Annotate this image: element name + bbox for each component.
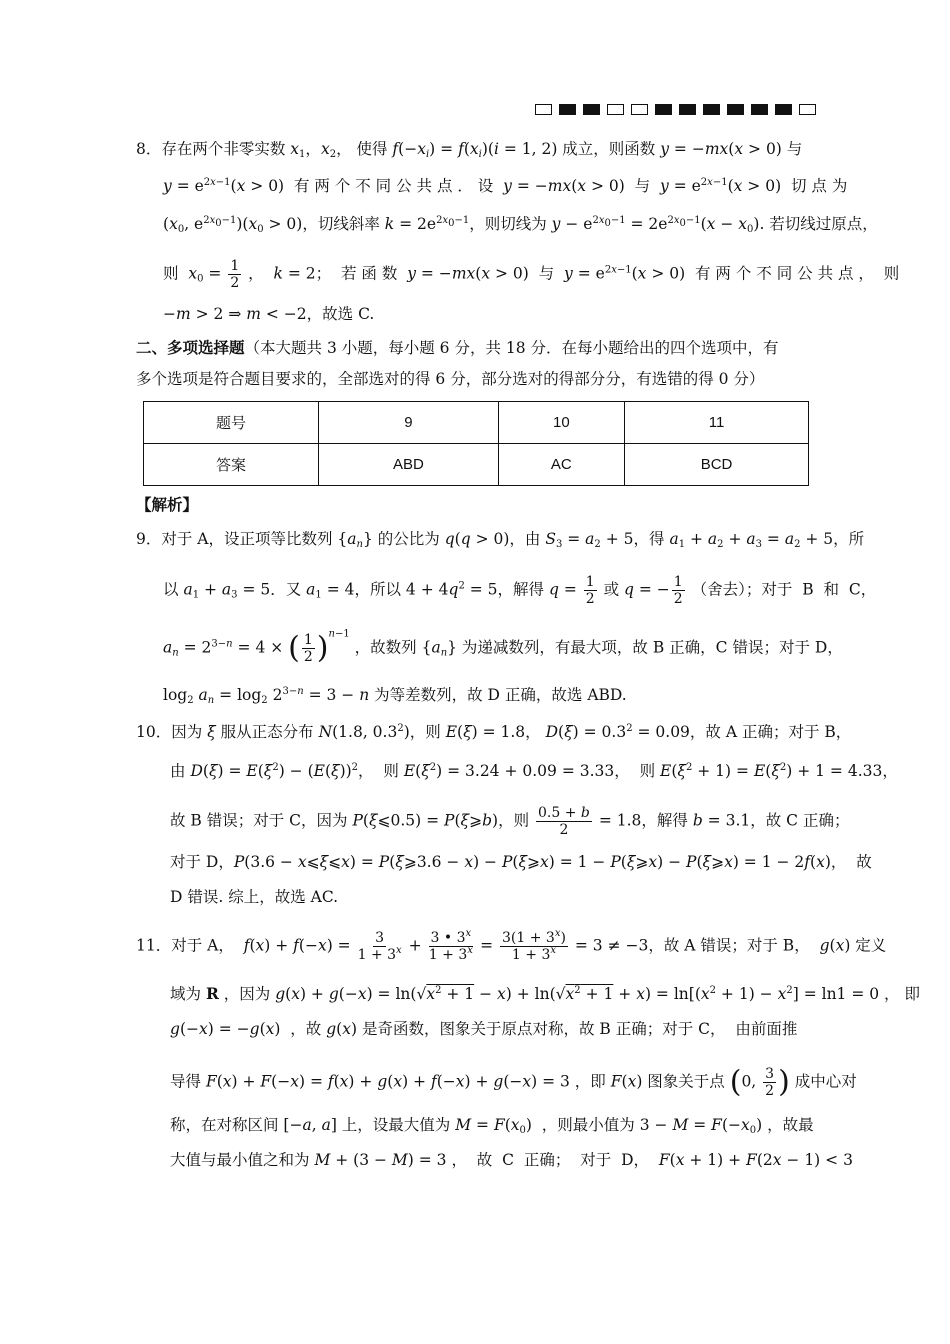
marker-box — [751, 104, 768, 115]
marker-box — [775, 104, 792, 115]
table-cell: 答案 — [144, 444, 319, 486]
marker-box — [583, 104, 600, 115]
marker-box — [679, 104, 696, 115]
q11-line-6: 大值与最小值之和为 M + (3 − M) = 3 ， 故 C 正确； 对于 D， F(x + 1) + F(2x − 1) < 3 — [170, 1151, 853, 1169]
marker-box — [655, 104, 672, 115]
table-cell: AC — [498, 444, 624, 486]
q9-line-4: $\log_2 a_n = \log_2 2^{3-n} = 3 - n$ 为等差数列，故 D 正确，故选 ABD. — [163, 686, 627, 706]
table-cell: 10 — [498, 402, 624, 444]
q11-line-4: 导得 F(x) + F(−x) = f(x) + g(x) + f(−x) + g(−x) = 3 ，即 F(x) 图象关于点 (0, $\frac{3}{2}$ ) 成中心对 — [170, 1064, 857, 1100]
marker-box — [559, 104, 576, 115]
marker-box — [799, 104, 816, 115]
q8-line-3: ($x_0$, $e^{2x_0-1})(x_0 > 0)$，切线斜率 $k = 2e^{2x_0-1}$，则切线为 $y - e^{2x_0-1} = 2e^{2x_0-1}(x - x_0)$. 若切线过原点， — [163, 215, 878, 235]
answer-table — [143, 401, 809, 486]
header-marker-boxes — [535, 104, 816, 115]
q9-line-3: $a_n = 2^{3-n} = 4$ × ( $\frac{1}{2}$ )$^{n-1}$ ，故数列 $\{a_n\}$ 为递减数列，有最大项，故 B 正确，C 错误；对于 D， — [163, 628, 843, 666]
analysis-label: 【解析】 — [136, 496, 199, 514]
marker-box — [631, 104, 648, 115]
table-row — [144, 444, 809, 486]
section-2-title: 二、多项选择题 — [136, 339, 245, 357]
q11-line-3: g(−x) = −g(x) ，故 g(x) 是奇函数，图象关于原点对称，故 B 正确；对于 C， 由前面推 — [170, 1020, 798, 1038]
table-cell: 9 — [319, 402, 499, 444]
q8-line-1: 8．存在两个非零实数 $x_1$，$x_2$， 使得 $f(-x_i) = f(x_i)(i = 1$, 2) 成立，则函数 y = −mx(x > 0) 与 — [136, 140, 803, 160]
marker-box — [727, 104, 744, 115]
q11-line-5: 称，在对称区间 [−a, a] 上，设最大值为 $M = F(x_0)$ ，则最小值为 $3 - M = F(-x_0)$ ，故最 — [170, 1116, 814, 1136]
q9-line-1: 9．对于 A，设正项等比数列 $\{a_n\}$ 的公比为 q(q > 0)，由 $S_3 = a_2 + 5$，得 $a_1 + a_2 + a_3 = a_2 + 5$，所 — [136, 530, 865, 550]
q11-line-1: 11．对于 A， f(x) + f(−x) = $\frac{3}{1 + 3^x}$ + $\frac{3 • 3^x}{1 + 3^x}$ = $\frac{3(1 + 3^x)}{1 + 3^x}$ = 3 ≠ −3，故 A 错误；对于 B， g(x) 定义 — [136, 928, 887, 963]
q8-line-5: −m > 2 ⇒ m < −2，故选 C. — [163, 305, 375, 323]
q8-line-2: $y = e^{2x-1}(x > 0)$ 有 两 个 不 同 公 共 点 ． 设 y = −mx(x > 0) 与 $y = e^{2x-1}(x > 0)$ 切 点 为 — [163, 177, 848, 195]
table-cell: ABD — [319, 444, 499, 486]
q10-line-2: 由 $D(\xi) = E(\xi^2) - (E(\xi))^2$， 则 $E(\xi^2) = 3.24 + 0.09 = 3.33$， 则 $E(\xi^2 + 1) = E(\xi^2) + 1 = 4.33$， — [170, 762, 898, 780]
table-cell: BCD — [625, 444, 809, 486]
q8-line-4: 则 $x_0$ = $\frac{1}{2}$ ， k = 2； 若 函 数 y = −mx(x > 0) 与 $y = e^{2x-1}(x > 0)$ 有 两 个 不 同 公 共 点 ， 则 — [163, 258, 900, 291]
marker-box — [607, 104, 624, 115]
q10-line-4: 对于 D，P(3.6 − x⩽ξ⩽x) = P(ξ⩾3.6 − x) − P(ξ⩾x) = 1 − P(ξ⩾x) − P(ξ⩾x) = 1 − 2f(x)， 故 — [170, 853, 872, 871]
q10-line-3: 故 B 错误；对于 C，因为 P(ξ⩽0.5) = P(ξ⩾b)，则 $\frac{0.5 + b}{2}$ = 1.8，解得 b = 3.1，故 C 正确； — [170, 805, 850, 838]
marker-box — [703, 104, 720, 115]
q10-line-5: D 错误. 综上，故选 AC. — [170, 888, 339, 906]
table-row — [144, 402, 809, 444]
table-cell: 11 — [625, 402, 809, 444]
section-2-desc-1: （本大题共 3 小题，每小题 6 分，共 18 分．在每小题给出的四个选项中，有 — [244, 339, 779, 357]
section-2-desc-2: 多个选项是符合题目要求的，全部选对的得 6 分，部分选对的得部分分，有选错的得 0 分） — [136, 370, 765, 388]
q9-line-2: 以 $a_1 + a_3 = 5$．又 $a_1 = 4$，所以 $4 + 4q^2 = 5$，解得 q = $\frac{1}{2}$ 或 q = − $\frac{1}{2}$ （舍去）；对于 B 和 C， — [163, 574, 877, 607]
marker-box — [535, 104, 552, 115]
q10-line-1: 10．因为 ξ 服从正态分布 N(1.8, $0.3^2$)，则 E(ξ) = 1.8， $D(\xi) = 0.3^2 = 0.09$，故 A 正确；对于 B， — [136, 723, 852, 741]
q11-line-2: 域为 R ，因为 $g(x) + g(-x) = \ln(√x^2 + 1 - x) + \ln(√x^2 + 1 + x) = \ln[(x^2 + 1) - x^2] = \ln 1 = 0$ ， 即 — [170, 984, 920, 1003]
section-2-heading — [136, 337, 779, 359]
table-cell: 题号 — [144, 402, 319, 444]
